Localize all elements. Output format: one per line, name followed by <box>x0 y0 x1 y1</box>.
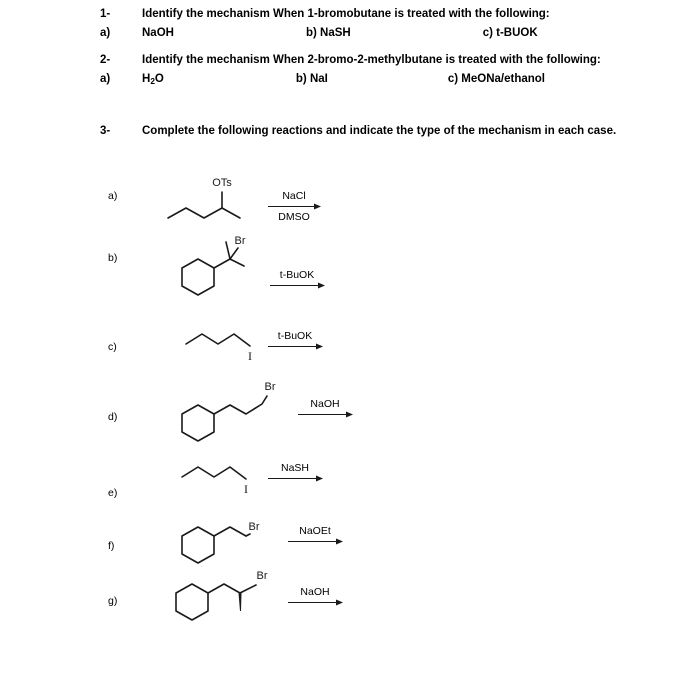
question-1-option-a-label: a) <box>100 26 111 39</box>
question-1-option-b-label: b) <box>305 26 317 39</box>
ots-label: OTs <box>212 177 232 189</box>
reaction-d-structure <box>168 378 298 450</box>
reaction-b-arrow <box>268 281 326 290</box>
reaction-e-label: e) <box>108 487 118 499</box>
reaction-g-reagent <box>286 586 344 607</box>
reaction-e-reagent <box>266 462 324 483</box>
reaction-a-reagent <box>266 190 322 223</box>
reaction-a-reagent-top: NaCl <box>282 190 306 202</box>
reaction-e-reagent-top: NaSH <box>280 462 309 474</box>
i-label: I <box>244 482 248 496</box>
question-1-option-b-text: NaSH <box>320 26 351 39</box>
reaction-f-reagent <box>286 525 344 546</box>
br-label: Br <box>234 235 246 247</box>
reaction-d-label: d) <box>108 411 118 423</box>
reaction-g-reagent-top: NaOH <box>300 586 330 598</box>
reaction-b-reagent-top: t-BuOK <box>279 269 315 281</box>
reaction-d-arrow <box>296 410 354 419</box>
question-2-option-b-label: b) <box>295 72 307 85</box>
br-label: Br <box>256 570 268 582</box>
question-3 <box>100 123 680 140</box>
i-label: I <box>248 349 252 363</box>
reaction-f-arrow <box>286 537 344 546</box>
reaction-c-arrow <box>266 342 324 351</box>
reaction-d-reagent-top: NaOH <box>310 398 340 410</box>
question-1-option-c-text: t-BUOK <box>496 26 538 39</box>
reaction-f-reagent-top: NaOEt <box>299 525 331 537</box>
reaction-b-label: b) <box>108 252 118 264</box>
reaction-d-reagent <box>296 398 354 419</box>
question-2-option-c-label: c) <box>447 72 459 85</box>
reaction-b-reagent <box>268 269 326 290</box>
reaction-g-arrow <box>286 598 344 607</box>
question-2 <box>100 52 680 88</box>
reaction-a-label: a) <box>108 190 118 202</box>
question-1-number: 1- <box>100 8 111 20</box>
question-2-prompt: Identify the mechanism When 2-bromo-2-methylbutane is treated with the following: <box>142 54 601 66</box>
question-2-option-b-text: NaI <box>309 72 328 85</box>
reaction-g-label: g) <box>108 595 118 607</box>
reaction-c-reagent-top: t-BuOK <box>277 330 313 342</box>
br-label: Br <box>264 381 276 393</box>
question-1-option-c-label: c) <box>482 26 493 39</box>
question-1 <box>100 6 680 41</box>
reaction-e-arrow <box>266 474 324 483</box>
question-1-prompt: Identify the mechanism When 1-bromobutane is treated with the following: <box>142 8 550 20</box>
reaction-c-reagent <box>266 330 324 351</box>
question-2-option-a-text: $H_2O$ <box>142 72 164 86</box>
question-2-number: 2- <box>100 54 111 66</box>
question-2-option-a-label: a) <box>100 72 111 85</box>
reaction-f-label: f) <box>108 540 115 552</box>
reaction-a-reagent-bottom: DMSO <box>278 211 310 224</box>
question-3-number: 3- <box>100 125 111 137</box>
reaction-c-label: c) <box>108 341 117 353</box>
reaction-a-arrow <box>266 202 322 211</box>
br-label: Br <box>248 521 260 533</box>
question-2-option-c-text: MeONa/ethanol <box>461 72 545 85</box>
question-1-option-a-text: NaOH <box>142 26 174 39</box>
reaction-b-structure <box>168 232 298 304</box>
question-3-prompt: Complete the following reactions and indicate the type of the mechanism in each case. <box>142 125 617 137</box>
reaction-g-structure <box>162 565 292 629</box>
